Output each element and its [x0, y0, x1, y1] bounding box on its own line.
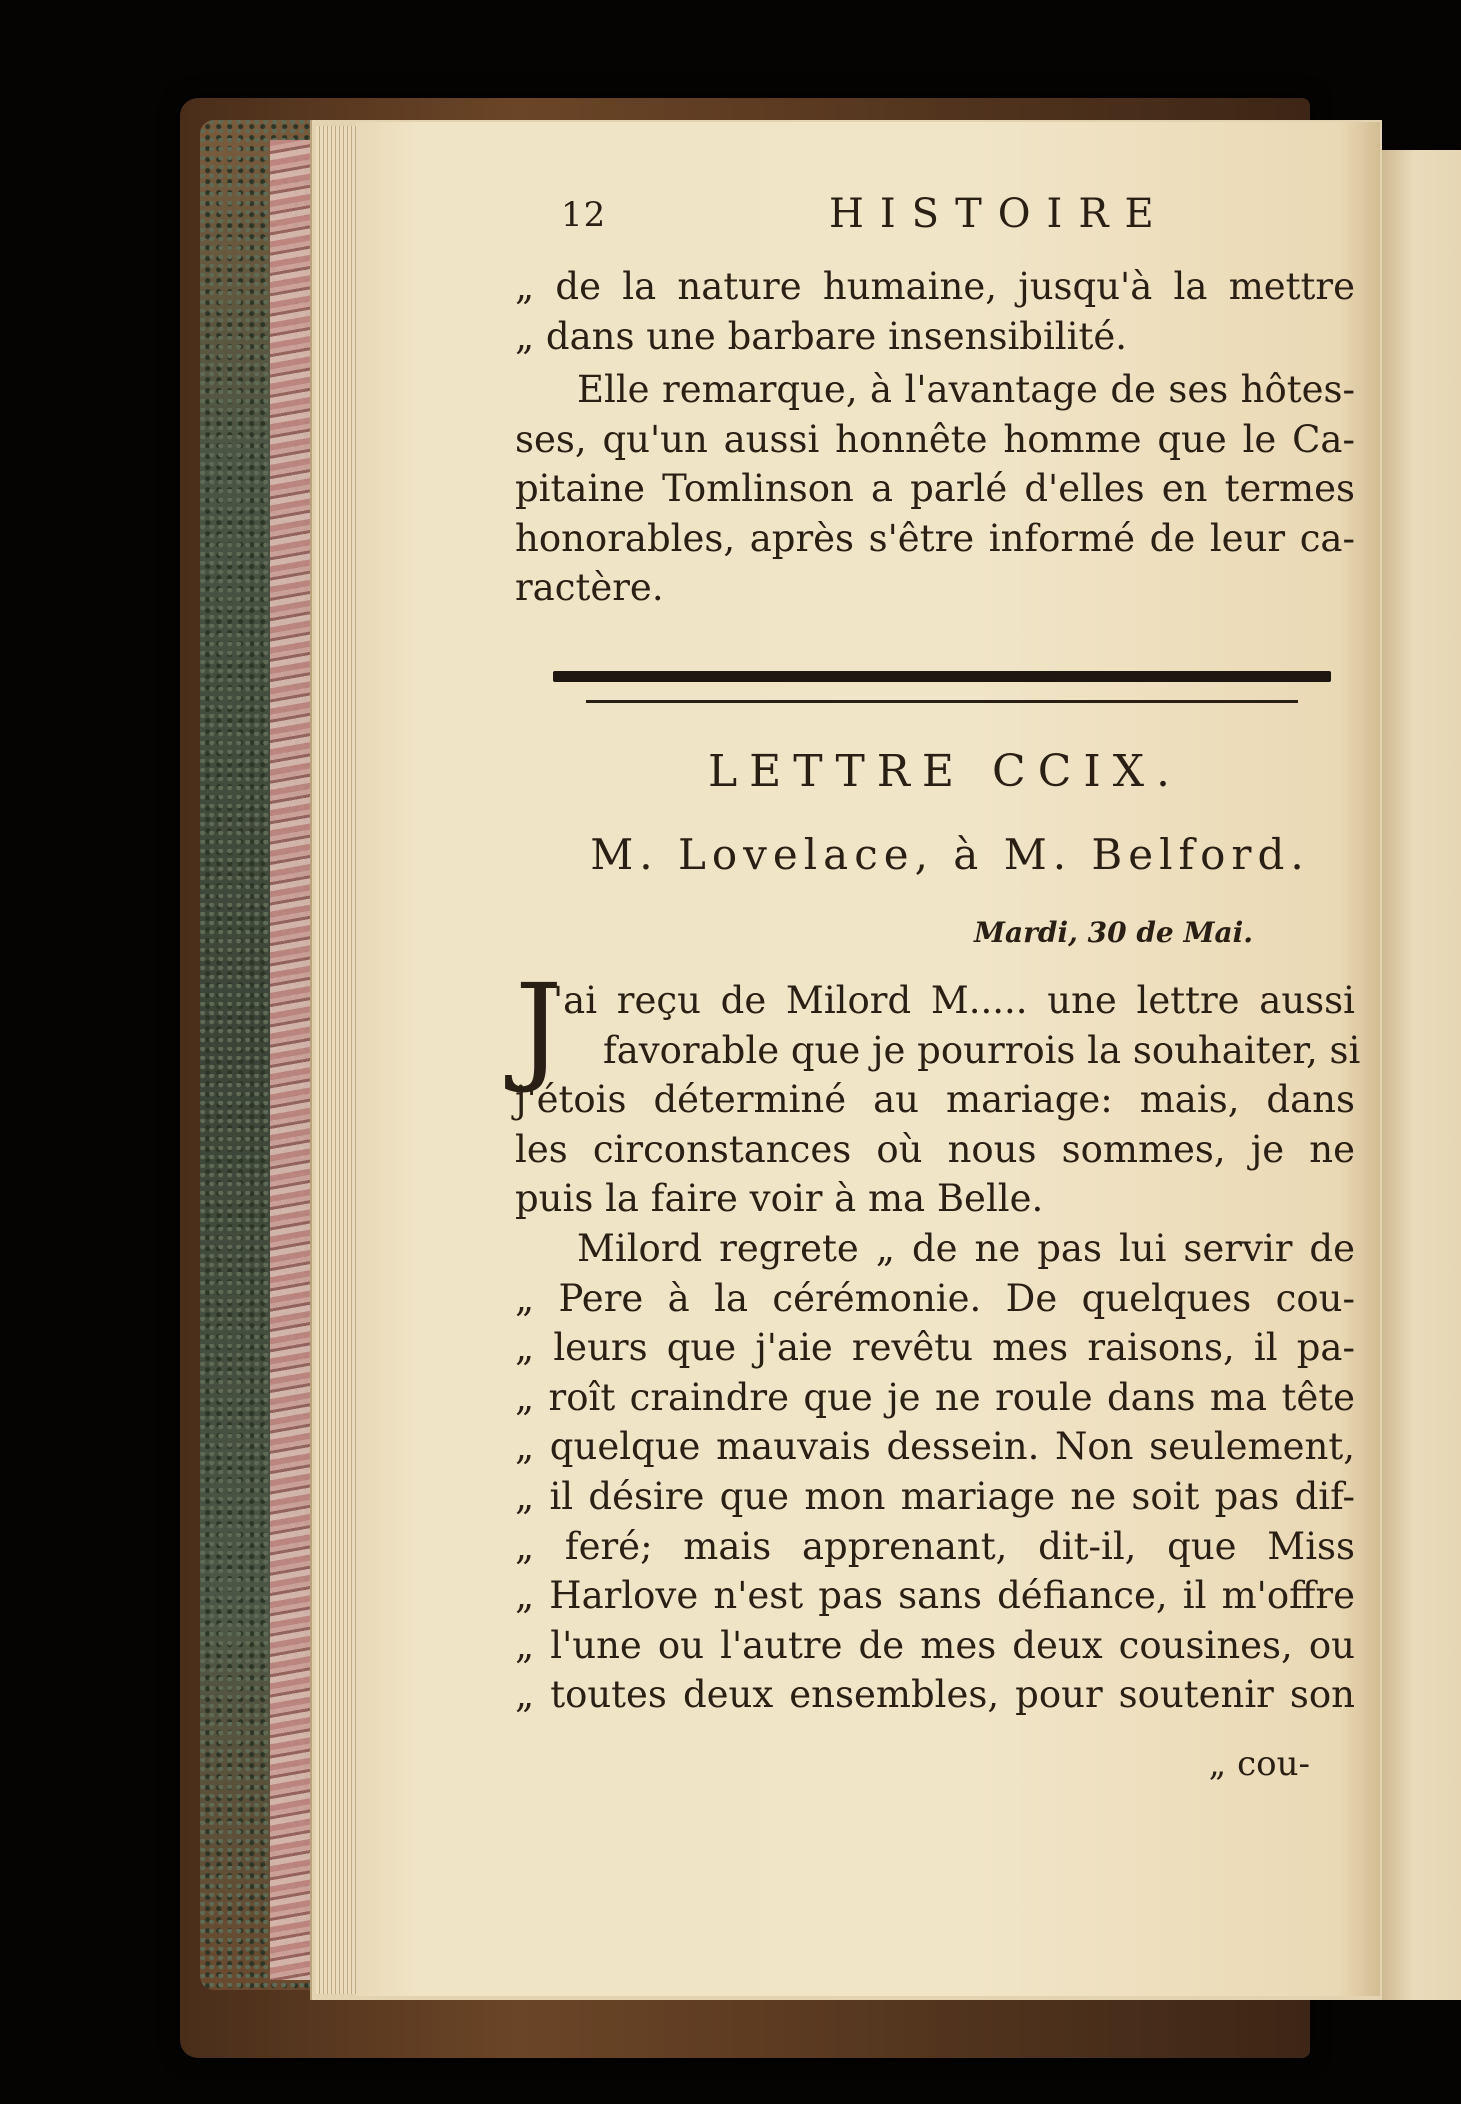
text-line: „ Pere à la cérémonie. De quelques cou-	[515, 1276, 1355, 1320]
letter-date: Mardi, 30 de Mai.	[974, 916, 1253, 949]
running-title: HISTOIRE	[829, 191, 1170, 237]
letter-body	[515, 976, 1361, 1720]
text-line: „ feré; mais apprenant, dit-il, que Miss	[515, 1524, 1355, 1568]
text-line: „ toutes deux ensembles, pour soutenir son	[515, 1673, 1355, 1717]
text-line: „ il désire que mon mariage ne soit pas dif-	[515, 1474, 1355, 1518]
letter-title: LETTRE CCIX.	[707, 746, 1183, 797]
top-paragraph	[515, 262, 1355, 361]
ornamental-rule-thin	[586, 700, 1298, 703]
text-line: „ leurs que j'aie revêtu mes raisons, il pa-	[515, 1326, 1355, 1370]
text-line: „ roît craindre que je ne roule dans ma tête	[515, 1375, 1355, 1419]
text-line: „ quelque mauvais dessein. Non seulement,	[515, 1425, 1355, 1469]
text-line: Milord regrete „ de ne pas lui servir de	[577, 1226, 1355, 1270]
text-line: „ de la nature humaine, jusqu'à la mettre	[515, 265, 1355, 308]
catchword: „ cou-	[1208, 1744, 1310, 1784]
text-line: les circonstances où nous sommes, je ne	[515, 1127, 1355, 1171]
text-line: 'ai reçu de Milord M..... une lettre aussi	[553, 979, 1355, 1022]
page-number: 12	[561, 195, 607, 235]
facing-page-edge	[1382, 150, 1461, 2000]
text-line: „ dans une barbare insensibilité.	[515, 314, 1127, 358]
drop-cap: J	[515, 958, 563, 1096]
text-line: pitaine Tomlinson a parlé d'elles en termes	[515, 467, 1355, 511]
text-line: j'étois déterminé au mariage: mais, dans	[515, 1078, 1355, 1122]
text-line: Elle remarque, à l'avantage de ses hôtes-	[577, 368, 1355, 411]
text-line: puis la faire voir à ma Belle.	[515, 1177, 1044, 1221]
text-line: „ Harlove n'est pas sans défiance, il m'offre	[515, 1574, 1355, 1618]
text-line: ractère.	[515, 566, 664, 610]
second-paragraph	[515, 365, 1355, 613]
ornamental-rule-thick	[553, 671, 1331, 682]
letter-address: M. Lovelace, à M. Belford.	[590, 830, 1310, 879]
text-line: honorables, après s'être informé de leur ca-	[515, 516, 1355, 560]
text-line: ses, qu'un aussi honnête homme que le Ca-	[515, 417, 1355, 461]
text-line: favorable que je pourrois la souhaiter, si	[603, 1028, 1361, 1072]
text-line: „ l'une ou l'autre de mes deux cousines, ou	[515, 1623, 1355, 1667]
running-head	[561, 191, 1361, 245]
